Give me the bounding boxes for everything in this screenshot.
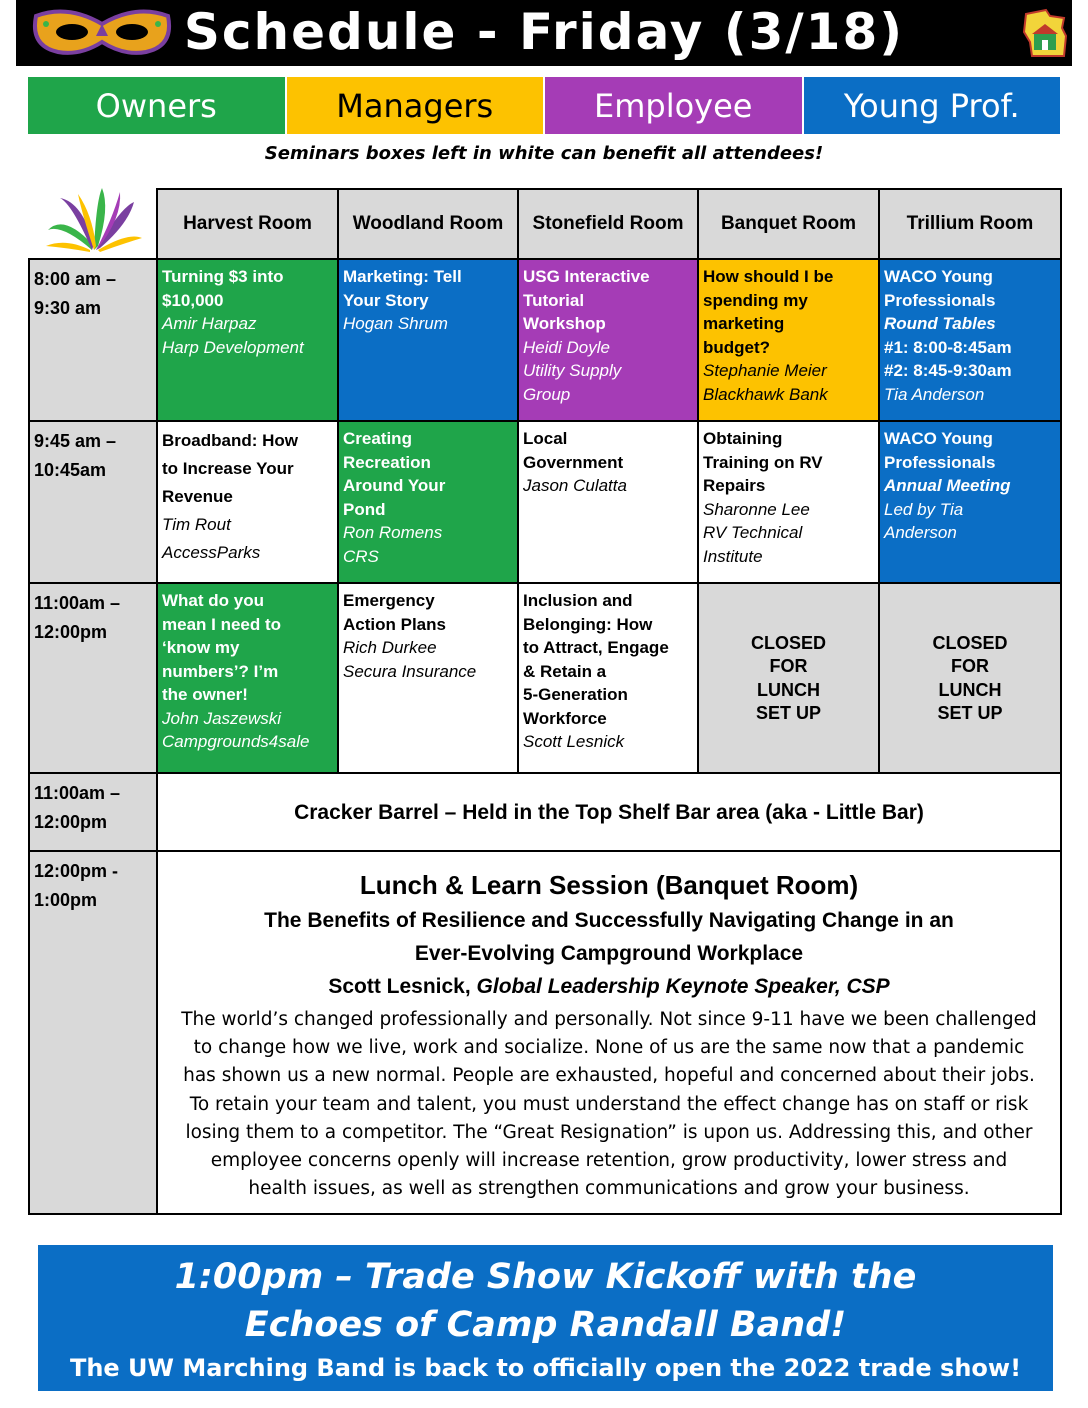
session-cell [879, 259, 1061, 421]
feathers-decoration-icon [42, 184, 144, 256]
room-header-row [29, 189, 1061, 259]
lunch-description-line: has shown us a new normal. People are exhausted, hopeful and concerned about their jobs. [183, 1065, 1035, 1087]
session-title-line: Broadband: How [162, 431, 298, 450]
time-start: 11:00am – [34, 783, 121, 803]
wisconsin-map-logo-icon [1020, 6, 1072, 60]
schedule-table [28, 188, 1062, 1215]
session-title-line: Pond [343, 499, 386, 519]
session-title-line: Recreation [343, 452, 431, 472]
session-cell [157, 583, 338, 773]
session-speaker-line: Group [523, 384, 571, 404]
session-title-line: Creating [343, 429, 412, 448]
room-header: Banquet Room [698, 189, 879, 259]
session-title-line: Government [523, 452, 624, 472]
category-employee: Employee [545, 77, 804, 134]
cracker-barrel-row [29, 773, 1061, 851]
time-start: 12:00pm - [34, 861, 119, 881]
session-title-line: Training on RV [703, 452, 823, 472]
lunch-description-line: To retain your team and talent, you must understand the effect change has on staff or risk [189, 1093, 1029, 1115]
time-slot-label [29, 851, 157, 1214]
lunch-title: Lunch & Learn Session (Banquet Room) [359, 870, 859, 900]
closed-line: SET UP [937, 703, 1003, 723]
session-speaker-line: Blackhawk Bank [703, 384, 828, 404]
session-speaker-line: Secura Insurance [343, 661, 477, 681]
session-speaker-line: Heidi Doyle [523, 337, 610, 357]
session-speaker-line: RV Technical [703, 523, 803, 542]
session-title-line: Marketing: Tell [343, 267, 462, 286]
session-speaker-line: Tia Anderson [884, 384, 985, 404]
session-title-line: WACO Young [884, 267, 993, 286]
time-end: 9:30 am [34, 298, 102, 318]
session-speaker-line: Tim Rout [162, 515, 231, 534]
lunch-subtitle-line: Ever-Evolving Campground Workplace [414, 942, 804, 965]
session-title-line: How should I be [703, 267, 834, 286]
session-cell [698, 259, 879, 421]
session-title-line: Professionals [884, 290, 996, 310]
cracker-barrel-cell: Cracker Barrel – Held in the Top Shelf Bar area (aka - Little Bar) [157, 773, 1061, 851]
session-speaker-line: Ron Romens [343, 523, 443, 542]
time-slot-row [29, 583, 1061, 773]
white-box-note: Seminars boxes left in white can benefit all attendees! [264, 143, 824, 164]
lunch-speaker [164, 970, 1054, 1004]
session-title-line: #1: 8:00-8:45am [884, 337, 1012, 357]
session-cell [157, 421, 338, 583]
session-title-line: #2: 8:45-9:30am [884, 361, 1012, 380]
time-start: 9:45 am – [34, 431, 117, 451]
session-title-line: Local [523, 429, 568, 448]
closed-line: CLOSED [750, 632, 826, 653]
time-slot-row [29, 421, 1061, 583]
session-cell [518, 421, 698, 583]
category-owners: Owners [28, 77, 287, 134]
time-slot-label [29, 773, 157, 851]
category-managers: Managers [287, 77, 546, 134]
session-title-line: budget? [703, 337, 771, 357]
closed-line: CLOSED [932, 632, 1008, 653]
session-title-line: numbers’? I’m [162, 661, 279, 681]
time-start: 11:00am – [34, 593, 121, 613]
lunch-row [29, 851, 1061, 1214]
room-header: Woodland Room [338, 189, 518, 259]
session-title-line: Tutorial [523, 290, 585, 310]
time-slot-label [29, 259, 157, 421]
session-speaker-line: Jason Culatta [523, 476, 627, 495]
session-title-line: Your Story [343, 290, 429, 310]
time-slot-row [29, 259, 1061, 421]
session-speaker-line: AccessParks [162, 543, 261, 562]
closed-line: FOR [951, 656, 989, 676]
session-cell [157, 259, 338, 421]
closed-line: LUNCH [757, 679, 820, 700]
time-end: 1:00pm [34, 890, 98, 910]
session-speaker-line: Hogan Shrum [343, 314, 448, 333]
lunch-description-line: losing them to a competitor. The “Great Resignation” is upon us. Addressing this, and other [185, 1121, 1033, 1143]
session-speaker-line: Scott Lesnick [523, 732, 625, 751]
session-title-line: Belonging: How [523, 614, 653, 634]
lunch-description-line: to change how we live, work and socialize. None of us are the same now that a pandemic [193, 1037, 1025, 1059]
lunch-description [164, 1006, 1054, 1203]
session-speaker-line: CRS [343, 546, 379, 566]
session-speaker-line: Institute [703, 546, 763, 566]
session-speaker-line: John Jaszewski [162, 708, 282, 728]
lunch-subtitle-line: The Benefits of Resilience and Successfully Navigating Change in an [264, 909, 954, 932]
session-cell [338, 583, 518, 773]
session-title-line: & Retain a [523, 661, 607, 681]
lunch-speaker-title: Global Leadership Keynote Speaker, CSP [476, 975, 890, 998]
session-speaker-line: Stephanie Meier [703, 361, 827, 380]
session-title-line: Action Plans [343, 614, 446, 634]
session-title-line: Repairs [703, 476, 766, 495]
session-speaker-line: Anderson [884, 523, 957, 542]
session-title-line: Workforce [523, 708, 607, 728]
lunch-description-line: health issues, as well as strengthen communications and grow your business. [248, 1178, 970, 1200]
session-title-line: WACO Young [884, 429, 993, 448]
page-header [16, 0, 1072, 66]
lunch-description-line: employee concerns openly will increase retention, grow productivity, lower stress and [210, 1150, 1008, 1172]
session-title-line: mean I need to [162, 614, 282, 634]
lunch-speaker-name: Scott Lesnick, [328, 975, 471, 998]
session-cell [338, 259, 518, 421]
session-speaker-line: Amir Harpaz [162, 314, 257, 333]
session-subtitle-line: Round Tables [884, 314, 996, 333]
session-speaker-line: Led by Tia [884, 499, 964, 519]
closed-line: FOR [769, 656, 808, 676]
closed-line: LUNCH [938, 679, 1002, 700]
time-end: 10:45am [34, 460, 107, 480]
session-title-line: What do you [162, 591, 264, 610]
closed-cell [698, 583, 879, 773]
session-title-line: Turning $3 into [162, 267, 284, 286]
session-cell [518, 259, 698, 421]
lunch-description-line: The world’s changed professionally and personally. Not since 9-11 have we been challenged [181, 1009, 1037, 1030]
session-title-line: Inclusion and [523, 591, 633, 610]
session-title-line: USG Interactive [523, 267, 650, 286]
time-slot-label [29, 583, 157, 773]
session-cell [879, 421, 1061, 583]
category-young-professionals: Young Prof. [804, 77, 1061, 134]
session-title-line: Obtaining [703, 429, 783, 448]
room-header: Stonefield Room [518, 189, 698, 259]
time-slot-label [29, 421, 157, 583]
lunch-and-learn-cell [157, 851, 1061, 1214]
session-title-line: the owner! [162, 685, 248, 704]
banner-headline-line: Echoes of Camp Randall Band! [244, 1305, 847, 1345]
audience-category-legend [28, 77, 1060, 134]
room-header: Harvest Room [157, 189, 338, 259]
banner-subline: The UW Marching Band is back to officially open the 2022 trade show! [69, 1354, 1022, 1382]
session-title-line: Around Your [343, 476, 446, 495]
session-title-line: marketing [703, 314, 785, 333]
session-speaker-line: Utility Supply [523, 361, 622, 380]
closed-cell [879, 583, 1061, 773]
session-speaker-line: Campgrounds4sale [162, 732, 310, 751]
banner-headline-line: 1:00pm – Trade Show Kickoff with the [174, 1257, 917, 1297]
room-header: Trillium Room [879, 189, 1061, 259]
trade-show-banner [38, 1245, 1053, 1391]
session-title-line: 5-Generation [523, 685, 628, 704]
session-speaker-line: Rich Durkee [343, 638, 437, 657]
session-title-line: Workshop [523, 314, 606, 333]
session-title-line: ‘know my [162, 638, 240, 657]
session-title-line: Revenue [162, 487, 233, 506]
session-cell [518, 583, 698, 773]
time-start: 8:00 am – [34, 269, 117, 289]
session-title-line: $10,000 [162, 290, 224, 310]
closed-line: SET UP [755, 703, 821, 723]
page-title: Schedule - Friday (3/18) [183, 3, 905, 61]
session-title-line: to Increase Your [162, 459, 294, 478]
session-title-line: Emergency [343, 591, 435, 610]
session-cell [338, 421, 518, 583]
session-title-line: to Attract, Engage [523, 638, 669, 657]
session-subtitle-line: Annual Meeting [884, 476, 1011, 495]
time-end: 12:00pm [34, 622, 108, 642]
session-title-line: Professionals [884, 452, 996, 472]
time-end: 12:00pm [34, 812, 108, 832]
session-cell [698, 421, 879, 583]
session-title-line: spending my [703, 290, 808, 310]
session-speaker-line: Harp Development [162, 337, 304, 357]
session-speaker-line: Sharonne Lee [703, 499, 810, 519]
